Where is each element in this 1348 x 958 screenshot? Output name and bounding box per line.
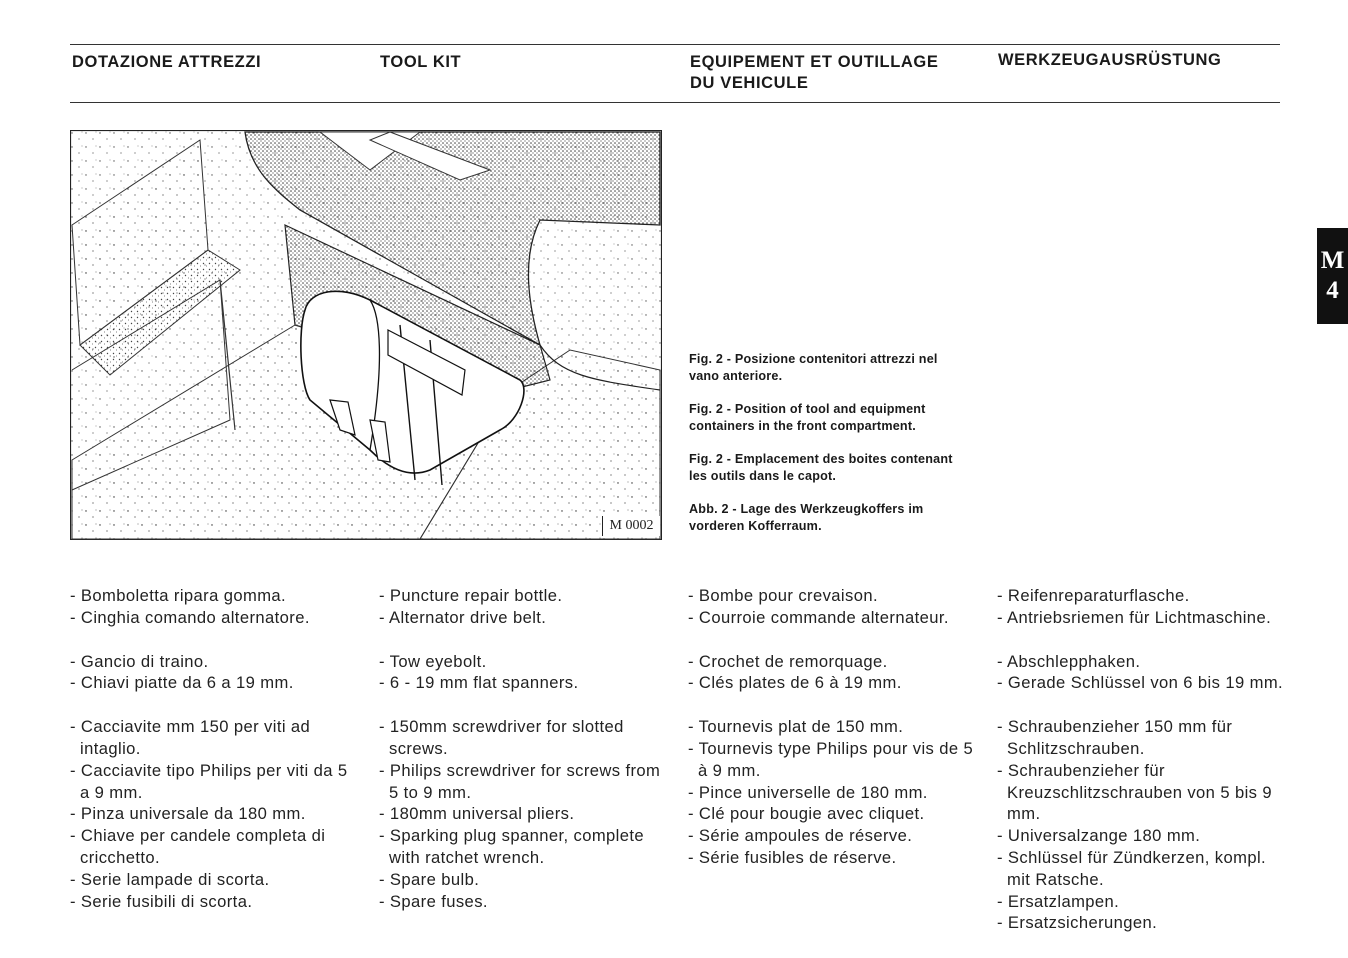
figure-code: M 0002 [602, 516, 660, 536]
list-item: - 180mm universal pliers. [379, 804, 575, 824]
list-item: - 6 - 19 mm flat spanners. [379, 673, 579, 693]
top-rule [70, 44, 1280, 45]
list-item: - Série ampoules de réserve. [688, 826, 913, 846]
heading-german: WERKZEUGAUSRÜSTUNG [998, 51, 1222, 69]
list-item: - Chiavi piatte da 6 a 19 mm. [70, 673, 294, 693]
list-item: - Pinza universale da 180 mm. [70, 804, 306, 824]
list-item: - Gancio di traino. [70, 651, 209, 671]
list-item: - Série fusibles de réserve. [688, 847, 897, 867]
list-item: - Courroie commande alternateur. [688, 607, 949, 627]
list-item: - Sparking plug spanner, complete with ratchet wrench. [379, 826, 645, 867]
list-item: - Cacciavite tipo Philips per viti da 5 a 9 mm. [70, 760, 348, 802]
list-item: - Serie lampade di scorta. [70, 869, 270, 889]
list-item: - Universalzange 180 mm. [997, 826, 1201, 846]
list-item: - Alternator drive belt. [379, 607, 547, 627]
list-item: - Schraubenzieher 150 mm für Schlitzschrauben. [997, 717, 1233, 758]
list-item: - Serie fusibili di scorta. [70, 891, 253, 911]
list-item: - Bombe pour crevaison. [688, 586, 878, 605]
list-english [379, 585, 671, 934]
list-item: - Abschlepphaken. [997, 651, 1141, 671]
list-item: - Spare bulb. [379, 869, 480, 889]
list-item: - Antriebsriemen für Lichtmaschine. [997, 607, 1272, 627]
list-item: - Philips screwdriver for screws from 5 to 9 mm. [379, 760, 661, 802]
list-item: - Chiave per candele completa di cricchetto. [70, 826, 326, 867]
list-item: - Clé pour bougie avec cliquet. [688, 804, 925, 824]
list-item: - Tournevis type Philips pour vis de 5 à 9 mm. [688, 738, 974, 780]
header-rule [70, 102, 1280, 103]
heading-english: TOOL KIT [380, 53, 462, 71]
heading-italian: DOTAZIONE ATTREZZI [72, 53, 262, 71]
compartment-illustration [70, 130, 662, 540]
list-item: - Pince universelle de 180 mm. [688, 782, 928, 802]
list-item: - Ersatzsicherungen. [997, 913, 1158, 933]
list-item: - Schlüssel für Zündkerzen, kompl. mit Ratsche. [997, 847, 1267, 889]
list-item: - Ersatzlampen. [997, 891, 1120, 911]
list-item: - Tournevis plat de 150 mm. [688, 717, 904, 737]
list-item: - Reifenreparaturflasche. [997, 586, 1190, 605]
figure-captions [689, 351, 971, 551]
list-item: - Cacciavite mm 150 per viti ad intaglio. [70, 717, 311, 758]
caption-french: Fig. 2 - Emplacement des boites contenant les outils dans le capot. [689, 452, 953, 483]
list-item: - Bomboletta ripara gomma. [70, 586, 287, 605]
list-item: - Schraubenzieher für Kreuzschlitzschrauben von 5 bis 9 mm. [997, 760, 1273, 824]
list-french [688, 585, 980, 891]
figure-toolkit-compartment [70, 130, 662, 540]
list-item: - Puncture repair bottle. [379, 586, 563, 605]
list-italian [70, 585, 362, 934]
list-item: - Tow eyebolt. [379, 651, 487, 671]
list-item: - Clés plates de 6 à 19 mm. [688, 673, 902, 693]
list-item: - Cinghia comando alternatore. [70, 607, 310, 627]
list-german [997, 585, 1289, 956]
section-tab: M 4 [1317, 228, 1348, 324]
caption-english: Fig. 2 - Position of tool and equipment containers in the front compartment. [689, 402, 926, 433]
caption-german: Abb. 2 - Lage des Werkzeugkoffers im vorderen Kofferraum. [689, 502, 924, 533]
list-item: - Gerade Schlüssel von 6 bis 19 mm. [997, 673, 1284, 693]
list-item: - Spare fuses. [379, 891, 488, 911]
list-item: - Crochet de remorquage. [688, 651, 888, 671]
list-item: - 150mm screwdriver for slotted screws. [379, 717, 624, 758]
heading-french: EQUIPEMENT ET OUTILLAGE DU VEHICULE [690, 53, 939, 92]
caption-italian: Fig. 2 - Posizione contenitori attrezzi nel vano anteriore. [689, 352, 938, 383]
